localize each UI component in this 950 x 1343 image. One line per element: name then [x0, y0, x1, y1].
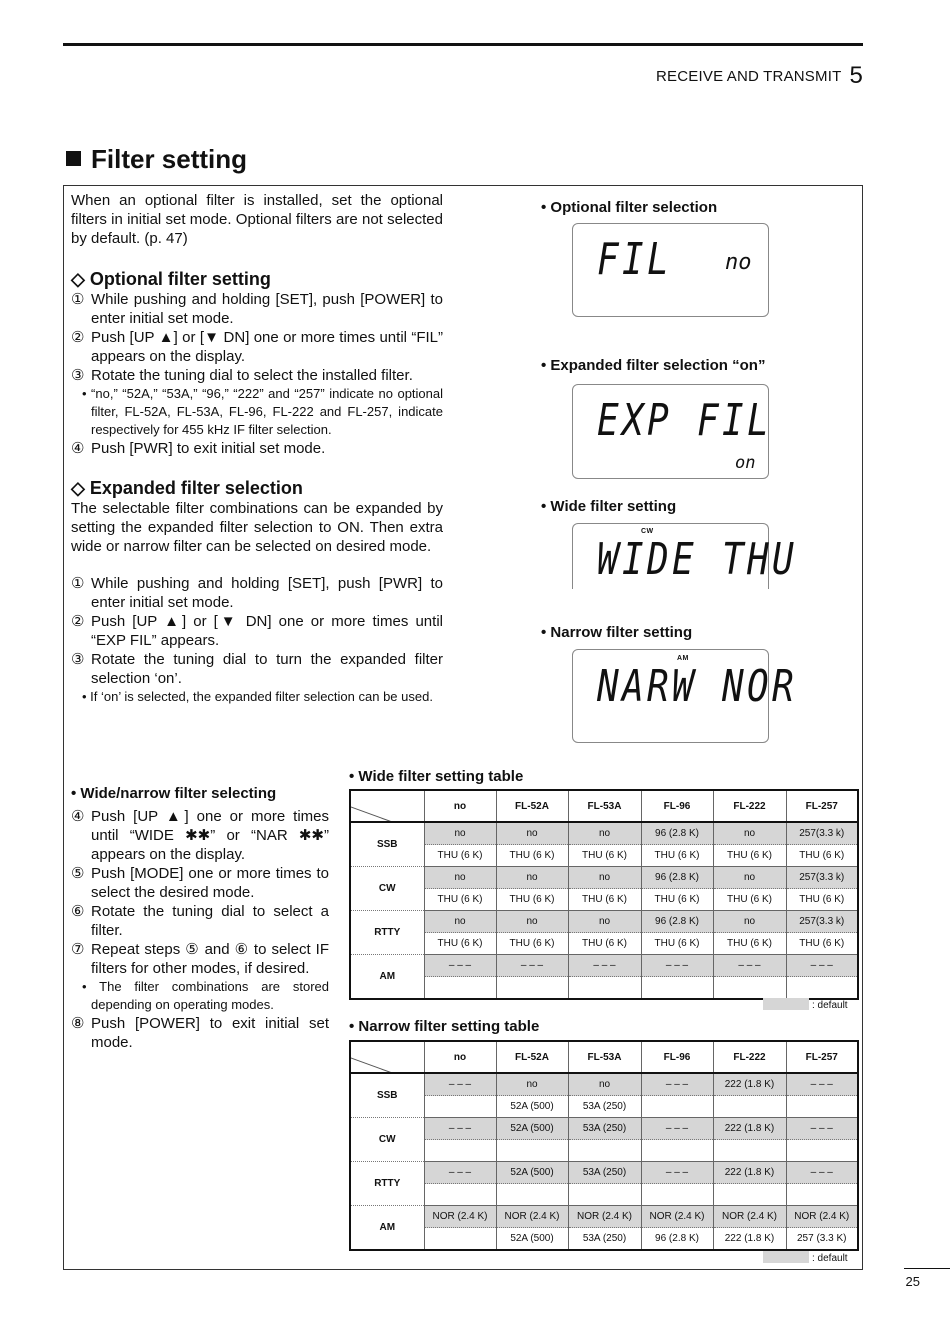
table-cell	[496, 1184, 568, 1206]
table-cell	[713, 977, 786, 1000]
mode-label: CW	[350, 1118, 424, 1162]
section-title-text: Filter setting	[91, 144, 248, 174]
table-cell: 53A (250)	[568, 1118, 641, 1140]
table-cell: THU (6 K)	[424, 845, 496, 867]
wide-table-title: • Wide filter setting table	[349, 768, 524, 785]
table-row	[350, 1140, 858, 1162]
table-cell: THU (6 K)	[713, 933, 786, 955]
lcd-main-text: FIL	[597, 234, 673, 285]
table-cell: no	[424, 867, 496, 889]
table-cell: THU (6 K)	[786, 889, 858, 911]
table-cell: 222 (1.8 K)	[713, 1073, 786, 1096]
default-swatch	[763, 998, 809, 1010]
display-label-expanded: • Expanded filter selection “on”	[541, 357, 766, 374]
mode-label: RTTY	[350, 1162, 424, 1206]
table-cell: 257(3.3 k)	[786, 911, 858, 933]
table-cell: – – –	[424, 1162, 496, 1184]
table-cell: THU (6 K)	[713, 845, 786, 867]
legend-text: : default	[812, 1000, 848, 1011]
mode-label: SSB	[350, 822, 424, 867]
filter-note: • “no,” “52A,” “53A,” “96,” “222” and “257” indicate no optional filter, FL-52A, FL-53A, FL-96, FL-222 and FL-257, indicate respectively for 455 kHz IF filter selection.	[82, 386, 443, 437]
table-cell	[713, 1096, 786, 1118]
table-cell: 96 (2.8 K)	[641, 867, 713, 889]
optional-filter-heading: ◇ Optional filter setting	[71, 269, 271, 289]
optional-filter-steps	[71, 290, 443, 458]
column-header: FL-52A	[496, 1041, 568, 1073]
step-item: ⑧ Push [POWER] to exit initial set mode.	[71, 1015, 329, 1051]
table-cell: 222 (1.8 K)	[713, 1118, 786, 1140]
table-cell: 96 (2.8 K)	[641, 822, 713, 845]
step-item: ① While pushing and holding [SET], push [POWER] to enter initial set mode.	[71, 291, 443, 327]
default-swatch	[763, 1251, 809, 1263]
table-corner	[350, 1041, 424, 1073]
column-header: FL-257	[786, 1041, 858, 1073]
table-cell: THU (6 K)	[568, 933, 641, 955]
combination-note: • The filter combinations are stored depending on operating modes.	[82, 979, 329, 1012]
table-cell: THU (6 K)	[568, 845, 641, 867]
table-cell: no	[424, 911, 496, 933]
table-cell: no	[496, 822, 568, 845]
column-header: FL-96	[641, 1041, 713, 1073]
table-cell: – – –	[641, 955, 713, 977]
table-row	[350, 1184, 858, 1206]
table-cell: 53A (250)	[568, 1096, 641, 1118]
square-bullet-icon	[66, 151, 81, 166]
step-item: ⑥ Rotate the tuning dial to select a filter.	[71, 903, 329, 939]
lcd-small-text: on	[735, 453, 756, 473]
table-cell	[424, 1228, 496, 1251]
table-cell: 53A (250)	[568, 1228, 641, 1251]
table-cell: – – –	[786, 1162, 858, 1184]
column-header: no	[424, 790, 496, 822]
table-cell	[786, 1096, 858, 1118]
table-cell: – – –	[496, 955, 568, 977]
table-row	[350, 1228, 858, 1251]
table-cell: 52A (500)	[496, 1096, 568, 1118]
table-cell: no	[496, 911, 568, 933]
table-row	[350, 1118, 858, 1140]
table-cell: 257(3.3 k)	[786, 867, 858, 889]
table-cell: – – –	[641, 1118, 713, 1140]
table-cell: THU (6 K)	[786, 845, 858, 867]
mode-label: SSB	[350, 1073, 424, 1118]
table-cell	[496, 977, 568, 1000]
lcd-main-text: WIDE THU	[597, 534, 798, 585]
lcd-right-text: no	[725, 250, 752, 275]
table-cell: NOR (2.4 K)	[568, 1206, 641, 1228]
table-cell	[424, 1184, 496, 1206]
display-label-wide: • Wide filter setting	[541, 498, 677, 515]
table-cell: NOR (2.4 K)	[713, 1206, 786, 1228]
column-header: no	[424, 1041, 496, 1073]
table-cell: – – –	[424, 1118, 496, 1140]
table-cell: NOR (2.4 K)	[641, 1206, 713, 1228]
table-cell: – – –	[424, 955, 496, 977]
table-cell: THU (6 K)	[641, 845, 713, 867]
table-cell: THU (6 K)	[424, 889, 496, 911]
chapter-number: 5	[849, 62, 863, 89]
table-cell	[568, 977, 641, 1000]
table-cell	[568, 1140, 641, 1162]
expanded-filter-heading: ◇ Expanded filter selection	[71, 478, 303, 498]
lcd-display-fil	[572, 223, 769, 317]
section-title	[66, 144, 247, 175]
table-cell: 52A (500)	[496, 1228, 568, 1251]
table-cell: no	[713, 822, 786, 845]
lcd-main-text: NARW NOR	[597, 661, 798, 712]
table-cell: THU (6 K)	[568, 889, 641, 911]
table-cell: no	[496, 1073, 568, 1096]
step-item: ② Push [UP ▲] or [▼ DN] one or more times until “EXP FIL” appears.	[71, 613, 443, 649]
column-header: FL-53A	[568, 790, 641, 822]
table-row	[350, 1162, 858, 1184]
left-column	[71, 191, 443, 706]
expanded-note: • If ‘on’ is selected, the expanded filter selection can be used.	[82, 689, 433, 704]
table-cell	[641, 1096, 713, 1118]
table-cell	[424, 1096, 496, 1118]
table-row	[350, 1096, 858, 1118]
table-row	[350, 955, 858, 977]
step-item: ⑤ Push [MODE] one or more times to select the desired mode.	[71, 865, 329, 901]
step-item: ⑦ Repeat steps ⑤ and ⑥ to select IF filters for other modes, if desired.	[71, 941, 329, 977]
table-row	[350, 933, 858, 955]
table-cell: 52A (500)	[496, 1162, 568, 1184]
intro-paragraph: When an optional filter is installed, set the optional filters in initial set mode. Optional filters are not selected by default. (p. 47)	[71, 192, 443, 247]
table-cell: 52A (500)	[496, 1118, 568, 1140]
table-cell	[424, 977, 496, 1000]
table-cell: THU (6 K)	[713, 889, 786, 911]
step-item: ④ Push [PWR] to exit initial set mode.	[71, 440, 326, 457]
wide-narrow-heading: • Wide/narrow filter selecting	[71, 785, 277, 802]
column-header: FL-222	[713, 790, 786, 822]
table-cell	[713, 1184, 786, 1206]
table-cell: 96 (2.8 K)	[641, 911, 713, 933]
mode-label: AM	[350, 1206, 424, 1251]
table-cell: THU (6 K)	[641, 933, 713, 955]
table-row	[350, 977, 858, 1000]
narrow-filter-table	[349, 1040, 859, 1251]
table-row	[350, 845, 858, 867]
table-cell: – – –	[713, 955, 786, 977]
table-cell	[786, 1184, 858, 1206]
table-cell: – – –	[641, 1162, 713, 1184]
table-row	[350, 889, 858, 911]
column-header: FL-222	[713, 1041, 786, 1073]
narrow-table-title: • Narrow filter setting table	[349, 1018, 540, 1035]
table-row	[350, 822, 858, 845]
table-cell: no	[568, 822, 641, 845]
chapter-header	[656, 62, 863, 90]
table-cell: 222 (1.8 K)	[713, 1162, 786, 1184]
step-item: ③ Rotate the tuning dial to select the installed filter.	[71, 367, 413, 384]
column-header: FL-96	[641, 790, 713, 822]
lcd-main-text: EXP FIL	[597, 395, 773, 446]
column-header: FL-257	[786, 790, 858, 822]
lcd-mode-indicator: CW	[641, 528, 654, 535]
page-number: 25	[905, 1274, 920, 1289]
wide-filter-table	[349, 789, 859, 1000]
table-row	[350, 1206, 858, 1228]
table-cell: THU (6 K)	[786, 933, 858, 955]
table-cell: NOR (2.4 K)	[496, 1206, 568, 1228]
table-cell: no	[568, 867, 641, 889]
table-cell	[641, 1184, 713, 1206]
table-cell: – – –	[641, 1073, 713, 1096]
table-cell	[641, 977, 713, 1000]
lcd-display-narrow	[572, 649, 798, 743]
lcd-display-wide	[572, 523, 798, 589]
table-cell: NOR (2.4 K)	[424, 1206, 496, 1228]
table-cell: 222 (1.8 K)	[713, 1228, 786, 1251]
table-cell: 257 (3.3 K)	[786, 1228, 858, 1251]
display-label-narrow: • Narrow filter setting	[541, 624, 693, 641]
table-cell: no	[424, 822, 496, 845]
table-cell: no	[713, 867, 786, 889]
table-cell: – – –	[424, 1073, 496, 1096]
mode-label: AM	[350, 955, 424, 1000]
table-cell: NOR (2.4 K)	[786, 1206, 858, 1228]
expanded-intro: The selectable filter combinations can be expanded by setting the expanded filter selection to ON. Then extra wide or narrow filter can be selected on desired mode.	[71, 500, 443, 555]
mode-label: RTTY	[350, 911, 424, 955]
table-cell	[424, 1140, 496, 1162]
lcd-display-exp-fil	[572, 384, 773, 479]
table-cell	[641, 1140, 713, 1162]
table-cell: THU (6 K)	[496, 933, 568, 955]
step-item: ② Push [UP ▲] or [▼ DN] one or more times until “FIL” appears on the display.	[71, 329, 443, 365]
table-cell: THU (6 K)	[424, 933, 496, 955]
column-header: FL-52A	[496, 790, 568, 822]
table-cell	[496, 1140, 568, 1162]
table-cell: – – –	[786, 1073, 858, 1096]
table-row	[350, 911, 858, 933]
table-cell: THU (6 K)	[496, 845, 568, 867]
top-rule	[63, 43, 863, 46]
step-item: ① While pushing and holding [SET], push [PWR] to enter initial set mode.	[71, 575, 443, 611]
table-corner	[350, 790, 424, 822]
table-cell	[568, 1184, 641, 1206]
table-row	[350, 867, 858, 889]
narrow-table-legend	[763, 1251, 848, 1264]
table-cell: no	[713, 911, 786, 933]
table-cell: THU (6 K)	[496, 889, 568, 911]
table-cell	[786, 977, 858, 1000]
table-cell: – – –	[786, 955, 858, 977]
step-item: ④ Push [UP ▲] one or more times until “WIDE ✱✱” or “NAR ✱✱” appears on the display.	[71, 808, 329, 863]
table-cell: no	[568, 911, 641, 933]
wide-table-legend	[763, 998, 848, 1011]
wide-narrow-column	[71, 784, 329, 1052]
chapter-title: RECEIVE AND TRANSMIT	[656, 68, 842, 85]
table-cell: 53A (250)	[568, 1162, 641, 1184]
table-cell	[786, 1140, 858, 1162]
step-item: ③ Rotate the tuning dial to turn the expanded filter selection ‘on’.	[71, 651, 443, 687]
lcd-mode-indicator: AM	[677, 655, 689, 662]
display-label-optional: • Optional filter selection	[541, 199, 718, 216]
table-cell: 257(3.3 k)	[786, 822, 858, 845]
table-cell: no	[568, 1073, 641, 1096]
table-cell: 96 (2.8 K)	[641, 1228, 713, 1251]
page-number-rule	[904, 1268, 950, 1269]
table-cell: THU (6 K)	[641, 889, 713, 911]
table-cell: – – –	[568, 955, 641, 977]
table-cell	[713, 1140, 786, 1162]
legend-text: : default	[812, 1253, 848, 1264]
mode-label: CW	[350, 867, 424, 911]
table-cell: – – –	[786, 1118, 858, 1140]
table-row	[350, 1073, 858, 1096]
column-header: FL-53A	[568, 1041, 641, 1073]
table-cell: no	[496, 867, 568, 889]
